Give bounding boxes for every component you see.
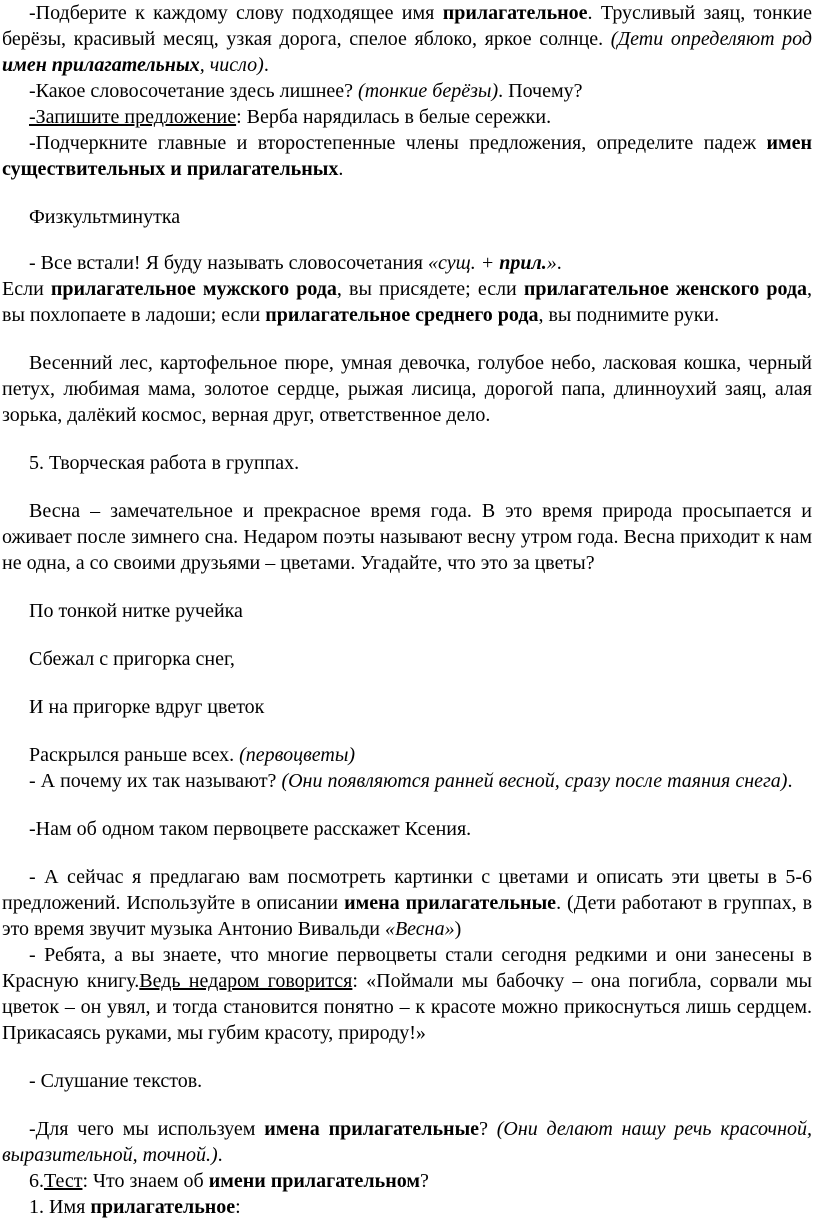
text: Раскрылся раньше всех.: [29, 744, 240, 766]
poem-line-1: По тонкой нитке ручейка: [29, 600, 243, 622]
text: ?: [419, 1170, 429, 1192]
text: Если: [2, 278, 51, 300]
text: . (Дети работают в группах, в это время звучит музыка Антонио Вивальди: [2, 892, 813, 940]
question-why-named: [2, 768, 812, 794]
bold-text: прилагательное среднего рода: [265, 304, 539, 326]
italic-text: [428, 252, 557, 274]
task-choose-adjective: [2, 0, 812, 78]
poem-line-4: [2, 742, 812, 768]
text: .: [217, 1144, 223, 1166]
italic-answer: (тонкие берёзы): [358, 80, 499, 102]
italic-answer: (Они появляются ранней весной, сразу после таяния снега): [281, 770, 788, 792]
instruction-stand-up: [2, 250, 812, 276]
text: 1. Имя: [29, 1196, 91, 1218]
test-item-1: [2, 1194, 812, 1220]
text: : Что знаем об: [82, 1170, 209, 1192]
text: . Трусливый заяц, тонкие берёзы, красивый месяц, узкая дорога, спелое яблоко, яркое солнце.: [2, 2, 812, 50]
bold-text: имен существительных и прилагательных: [2, 132, 812, 180]
bold-text: прилагательное женского рода: [523, 278, 808, 300]
text: , вы поднимите руки.: [538, 304, 720, 326]
text: - А почему их так называют?: [29, 770, 282, 792]
bold-text: имена прилагательные: [264, 1118, 480, 1140]
italic-answer: (первоцветы): [239, 744, 356, 766]
text: ?: [479, 1118, 497, 1140]
instruction-gender-rules: [2, 276, 812, 328]
task-underline-members: [2, 130, 812, 182]
text: , вы похлопаете в ладоши; если: [2, 278, 813, 326]
bold-text: прилагательное: [90, 1196, 236, 1218]
text: .: [338, 158, 344, 180]
bold-text: имени прилагательном: [208, 1170, 420, 1192]
text: . Почему?: [498, 80, 583, 102]
text: -Какое словосочетание здесь лишнее?: [29, 80, 359, 102]
bold-text: прил.: [499, 252, 547, 274]
task-write-sentence: [2, 104, 812, 130]
bold-text: прилагательное мужского рода: [50, 278, 337, 300]
text: - Ребята, а вы знаете, что многие первоцветы стали сегодня редкими и они занесены в Красную книгу.: [2, 944, 812, 992]
text: .: [787, 770, 793, 792]
italic-text: «Весна»: [384, 918, 455, 940]
text: .: [263, 54, 269, 76]
text: »: [546, 252, 557, 274]
text: -Подчеркните главные и второстепенные члены предложения, определите падеж: [29, 132, 767, 154]
red-book-paragraph: [2, 942, 812, 1046]
text: -Подберите к каждому слову подходящее имя: [29, 2, 443, 24]
underlined-text: Ведь недаром говорится: [139, 970, 353, 992]
text: -Для чего мы используем: [29, 1118, 265, 1140]
bold-text: прилагательное: [442, 2, 588, 24]
text: - Все встали! Я буду называть словосочетания: [29, 252, 428, 274]
task-describe-flowers: [2, 864, 812, 942]
phrase-list: Весенний лес, картофельное пюре, умная девочка, голубое небо, ласковая кошка, черный петух, любимая мама, золотое сердце, рыжая лисица, дорогой папа, длинноухий заяц, алая зорька, далёкий космос, верная друг, ответственное дело.: [2, 352, 812, 426]
text: (Дети определяют род: [610, 28, 813, 50]
poem-line-2: Сбежал с пригорка снег,: [29, 648, 235, 670]
text: ): [454, 918, 462, 940]
underlined-text: Тест: [44, 1170, 83, 1192]
ksenia-story: -Нам об одном таком первоцвете расскажет Ксения.: [29, 818, 472, 840]
bold-text: имена прилагательные: [344, 892, 557, 914]
test-heading: [2, 1168, 812, 1194]
text: , число): [199, 54, 264, 76]
bold-text: имен прилагательных: [2, 54, 200, 76]
text: «сущ. +: [428, 252, 500, 274]
spring-intro: Весна – замечательное и прекрасное время года. В это время природа просыпается и оживает после зимнего сна. Недаром поэты называют весну утром года. Весна приходит к нам не одна, а со своими друзьями – цветами. Угадайте, что это за цветы?: [2, 500, 812, 574]
italic-answer: (Они делают нашу речь красочной, выразительной, точной.): [2, 1118, 812, 1166]
text: - А сейчас я предлагаю вам посмотреть картинки с цветами и описать эти цветы в 5-6 предложений. Используйте в описании: [2, 866, 812, 914]
text: .: [556, 252, 562, 274]
underlined-text: -Запишите предложение: [29, 106, 237, 128]
text: : «Поймали мы бабочку – она погибла, сорвали мы цветок – он увял, и тогда становится понятно – к красоте можно прикоснуться лишь сердцем. Прикасаясь руками, мы губим красоту, природу!»: [2, 970, 812, 1044]
listening-texts: - Слушание текстов.: [29, 1070, 203, 1092]
text: , вы присядете; если: [336, 278, 524, 300]
section-heading-fizkult: Физкультминутка: [29, 206, 181, 228]
poem-line-3: И на пригорке вдруг цветок: [29, 696, 265, 718]
question-extra-phrase: [2, 78, 812, 104]
text: 6.: [29, 1170, 44, 1192]
question-why-adjectives: [2, 1116, 812, 1168]
section-heading-creative: 5. Творческая работа в группах.: [29, 452, 300, 474]
text: :: [235, 1196, 241, 1218]
text: : Верба нарядилась в белые сережки.: [236, 106, 552, 128]
